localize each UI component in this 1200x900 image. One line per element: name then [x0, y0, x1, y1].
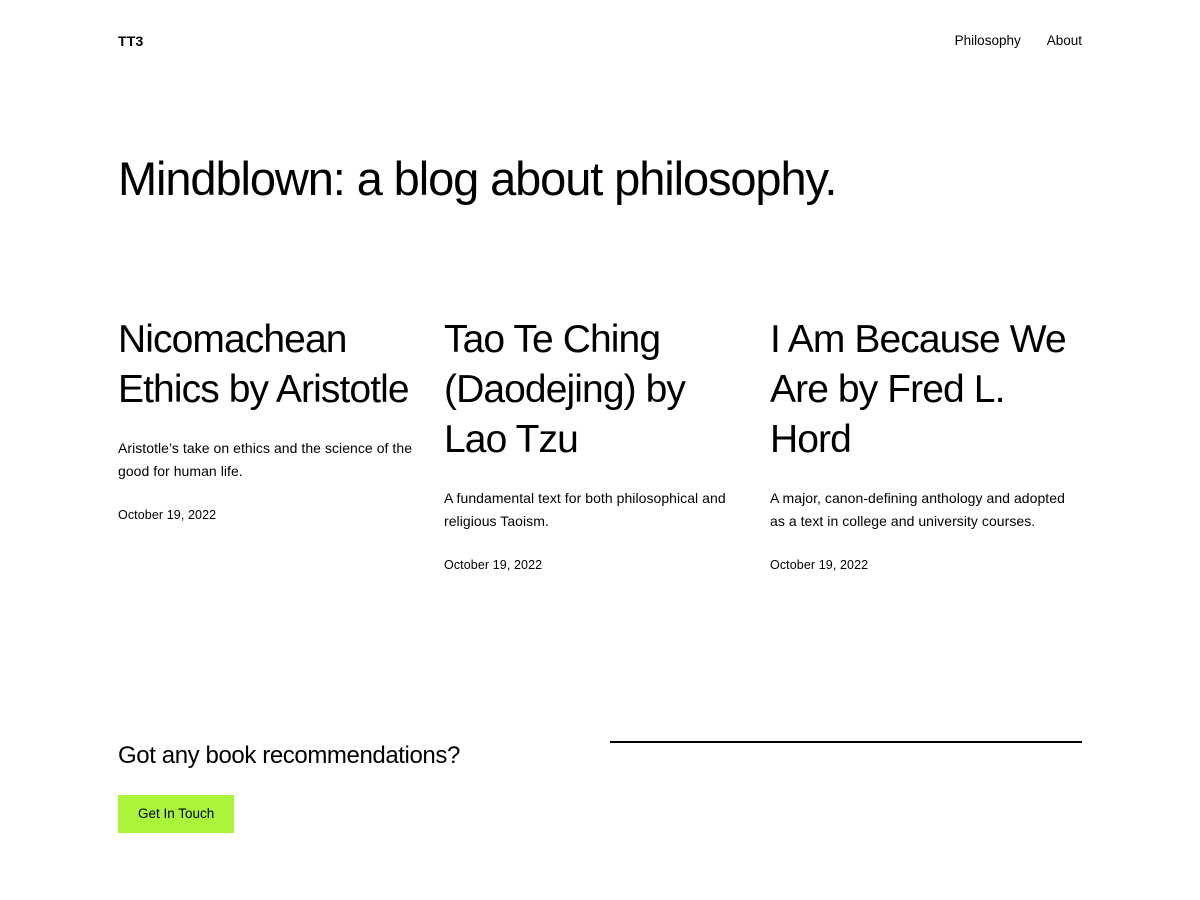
list-item [118, 315, 422, 571]
post-date: October 19, 2022 [770, 557, 869, 572]
site-brand[interactable]: TT3 [118, 33, 144, 49]
post-date: October 19, 2022 [444, 557, 543, 572]
nav-item-philosophy[interactable]: Philosophy [954, 33, 1021, 49]
list-item [770, 315, 1082, 571]
post-date: October 19, 2022 [118, 507, 217, 522]
post-excerpt: Aristotle’s take on ethics and the science of the good for human life. [118, 439, 413, 479]
post-title[interactable]: Tao Te Ching (Daodejing) by Lao Tzu [444, 318, 686, 461]
post-excerpt: A fundamental text for both philosophical and religious Taoism. [444, 489, 726, 529]
divider [610, 741, 1082, 743]
post-list [118, 315, 1082, 571]
main-navigation [955, 34, 1082, 48]
post-excerpt: A major, canon-defining anthology and adopted as a text in college and university courses. [770, 489, 1065, 529]
page-title: Mindblown: a blog about philosophy. [118, 152, 837, 205]
get-in-touch-button[interactable]: Get In Touch [118, 795, 234, 833]
list-item [444, 315, 748, 571]
nav-item-about[interactable]: About [1046, 33, 1082, 49]
site-header [118, 34, 1082, 48]
cta-heading: Got any book recommendations? [118, 742, 460, 769]
post-title[interactable]: I Am Because We Are by Fred L. Hord [770, 318, 1066, 461]
post-title[interactable]: Nicomachean Ethics by Aristotle [118, 318, 409, 411]
